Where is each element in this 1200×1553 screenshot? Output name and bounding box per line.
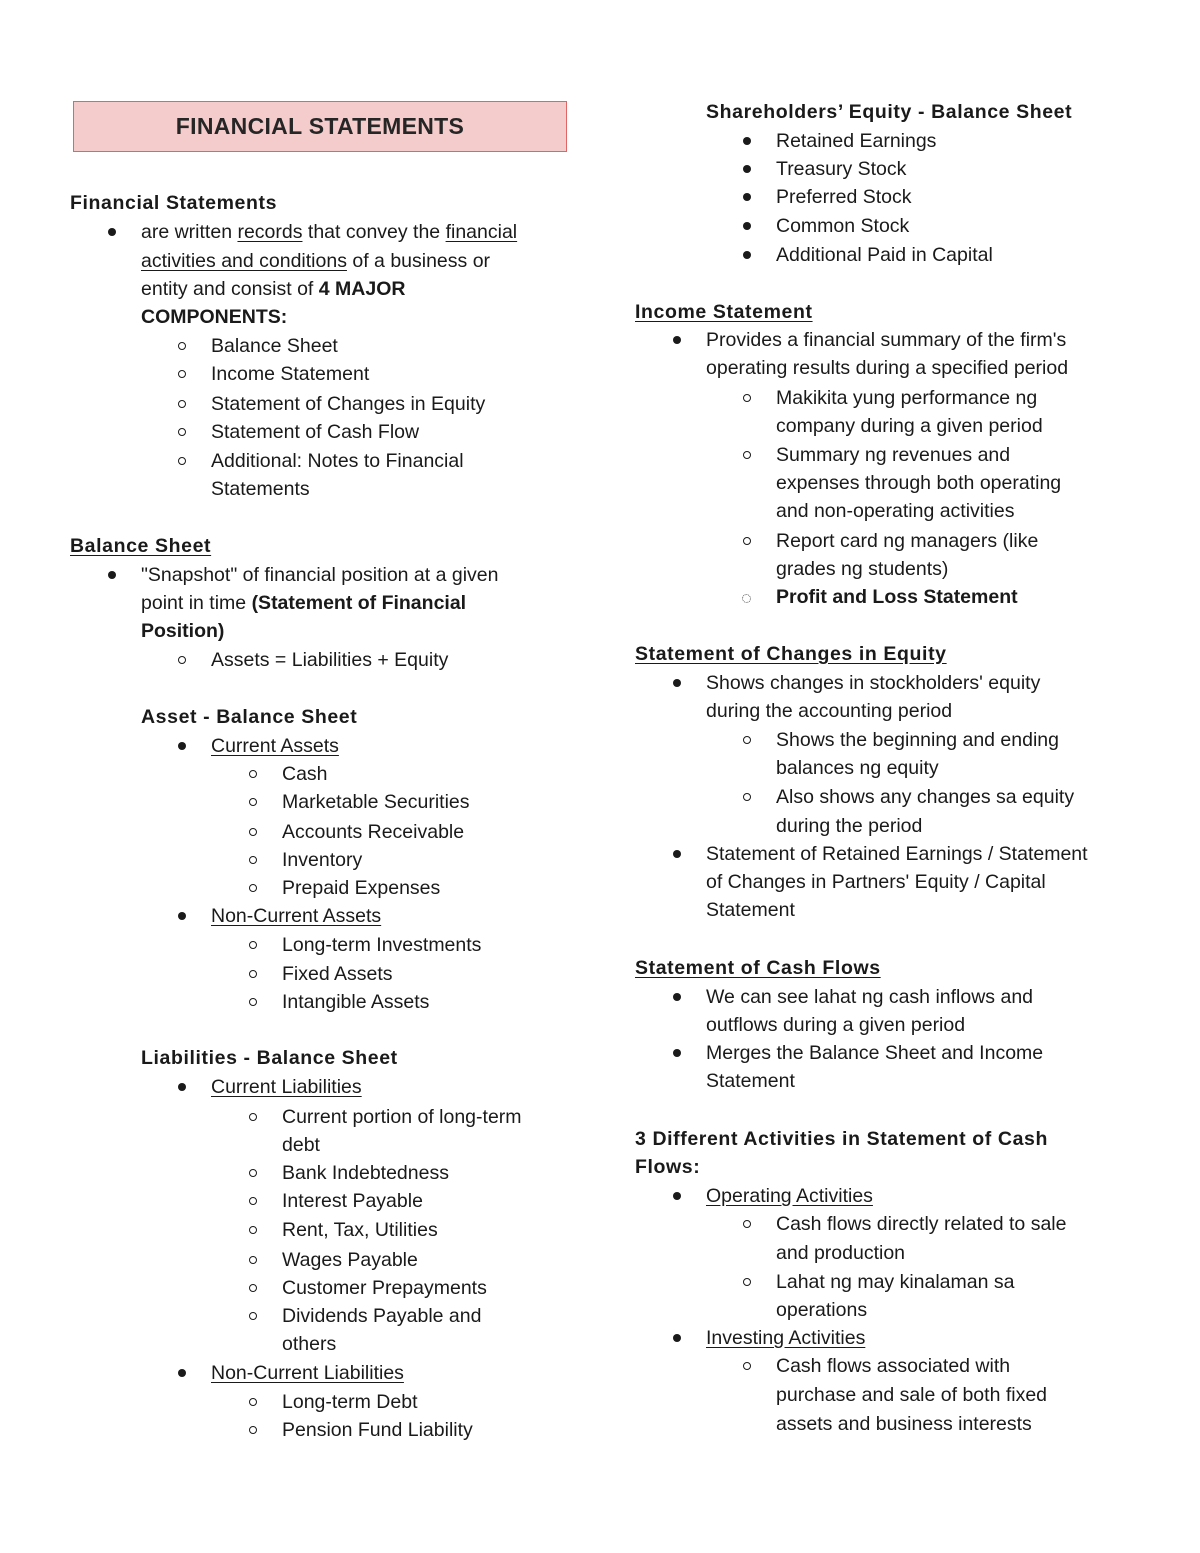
equity-item: Common Stock (776, 215, 910, 237)
income-line: operating results during a specified period (706, 357, 1069, 379)
asset-item: Inventory (282, 849, 363, 871)
circle-bullet-icon (249, 828, 257, 836)
component-item: Statement of Changes in Equity (211, 393, 486, 415)
equity-heading: Shareholders’ Equity - Balance Sheet (706, 101, 1073, 123)
circle-bullet-icon (178, 400, 186, 408)
fs-definition-line-4: COMPONENTS: (141, 306, 288, 328)
bullet-icon (743, 222, 751, 230)
bullet-icon (743, 251, 751, 259)
component-item: Statement of Cash Flow (211, 421, 420, 443)
document-title: FINANCIAL STATEMENTS (73, 101, 567, 152)
cash-flows-line: Merges the Balance Sheet and Income (706, 1042, 1044, 1064)
asset-item: Prepaid Expenses (282, 877, 441, 899)
operating-activities-label: Operating Activities (706, 1185, 873, 1207)
text-underlined: records (237, 221, 303, 243)
bullet-icon (178, 1369, 186, 1377)
equity-item: Treasury Stock (776, 158, 907, 180)
circle-bullet-icon (743, 394, 751, 402)
liability-item: Dividends Payable and (282, 1305, 482, 1327)
current-liabilities-label: Current Liabilities (211, 1076, 362, 1098)
liability-item: Current portion of long-term (282, 1106, 522, 1128)
fs-definition-line-2 (141, 247, 490, 275)
cash-flows-line: Statement (706, 1070, 795, 1092)
income-line: Provides a financial summary of the firm's (706, 329, 1067, 351)
noncurrent-assets-label: Non-Current Assets (211, 905, 382, 927)
text-underlined: activities and conditions (141, 250, 347, 272)
text: point in time (141, 592, 252, 614)
bullet-icon (673, 1192, 681, 1200)
circle-bullet-icon (249, 1398, 257, 1406)
current-assets-label: Current Assets (211, 735, 339, 757)
circle-bullet-icon (249, 970, 257, 978)
activities-heading-continued: Flows: (635, 1156, 701, 1178)
activities-heading: 3 Different Activities in Statement of Cash (635, 1128, 1048, 1150)
activity-sub-line: Cash flows directly related to sale (776, 1213, 1067, 1235)
changes-equity-line: Statement (706, 899, 795, 921)
liabilities-heading: Liabilities - Balance Sheet (141, 1047, 398, 1069)
balance-equation: Assets = Liabilities + Equity (211, 649, 449, 671)
income-sub-line-bold: Profit and Loss Statement (776, 586, 1018, 608)
bullet-icon (108, 228, 116, 236)
component-item: Balance Sheet (211, 335, 338, 357)
liability-item: Interest Payable (282, 1190, 423, 1212)
text-underlined: financial (445, 221, 518, 243)
bullet-icon (743, 165, 751, 173)
circle-bullet-icon (249, 770, 257, 778)
bullet-icon (178, 742, 186, 750)
circle-bullet-icon (743, 736, 751, 744)
circle-bullet-icon (249, 1256, 257, 1264)
bullet-icon (673, 1049, 681, 1057)
circle-bullet-icon (178, 370, 186, 378)
bullet-icon (178, 912, 186, 920)
dotted-circle-icon (742, 594, 751, 603)
activity-sub-line: assets and business interests (776, 1413, 1032, 1435)
activity-sub-line: Lahat ng may kinalaman sa (776, 1271, 1015, 1293)
changes-equity-sub-line: Shows the beginning and ending (776, 729, 1059, 751)
circle-bullet-icon (249, 884, 257, 892)
bullet-icon (673, 336, 681, 344)
circle-bullet-icon (743, 451, 751, 459)
text: of a business or (346, 250, 491, 272)
circle-bullet-icon (743, 1220, 751, 1228)
income-statement-heading: Income Statement (635, 301, 813, 323)
circle-bullet-icon (178, 457, 186, 465)
income-sub-line: Summary ng revenues and (776, 444, 1011, 466)
bullet-icon (108, 571, 116, 579)
activity-sub-line: and production (776, 1242, 906, 1264)
circle-bullet-icon (249, 798, 257, 806)
bullet-icon (743, 137, 751, 145)
liability-item-continued: others (282, 1333, 337, 1355)
changes-equity-sub-line: during the period (776, 815, 923, 837)
circle-bullet-icon (249, 1426, 257, 1434)
liability-item: Wages Payable (282, 1249, 418, 1271)
cash-flows-heading: Statement of Cash Flows (635, 957, 881, 979)
cash-flows-line: We can see lahat ng cash inflows and (706, 986, 1034, 1008)
noncurrent-liabilities-label: Non-Current Liabilities (211, 1362, 404, 1384)
changes-equity-line: of Changes in Partners' Equity / Capital (706, 871, 1046, 893)
changes-equity-line: Shows changes in stockholders' equity (706, 672, 1041, 694)
liability-item: Long-term Debt (282, 1391, 418, 1413)
fs-definition-line-1 (141, 218, 517, 246)
text-bold: (Statement of Financial (251, 592, 467, 614)
circle-bullet-icon (178, 428, 186, 436)
income-sub-line: and non-operating activities (776, 500, 1015, 522)
component-item: Income Statement (211, 363, 370, 385)
income-sub-line: Makikita yung performance ng (776, 387, 1038, 409)
liability-item: Rent, Tax, Utilities (282, 1219, 438, 1241)
equity-item: Retained Earnings (776, 130, 937, 152)
bullet-icon (673, 1334, 681, 1342)
changes-equity-sub-line: balances ng equity (776, 757, 939, 779)
text: entity and consist of (141, 278, 319, 300)
income-sub-line: grades ng students) (776, 558, 949, 580)
asset-item: Accounts Receivable (282, 821, 465, 843)
bullet-icon (743, 193, 751, 201)
liability-item: Bank Indebtedness (282, 1162, 449, 1184)
changes-equity-line: Statement of Retained Earnings / Statement (706, 843, 1088, 865)
bullet-icon (178, 1083, 186, 1091)
fs-definition-line-3 (141, 275, 405, 303)
asset-item: Intangible Assets (282, 991, 430, 1013)
text-bold: 4 MAJOR (318, 278, 406, 300)
circle-bullet-icon (743, 1362, 751, 1370)
balance-sheet-heading: Balance Sheet (70, 535, 212, 557)
cash-flows-line: outflows during a given period (706, 1014, 966, 1036)
circle-bullet-icon (743, 793, 751, 801)
balance-sheet-line-2 (141, 589, 466, 617)
circle-bullet-icon (178, 656, 186, 664)
text: are written (141, 221, 238, 243)
bullet-icon (673, 850, 681, 858)
circle-bullet-icon (249, 856, 257, 864)
bullet-icon (673, 679, 681, 687)
financial-statements-heading: Financial Statements (70, 192, 278, 214)
circle-bullet-icon (178, 342, 186, 350)
text: that convey the (302, 221, 446, 243)
circle-bullet-icon (249, 1312, 257, 1320)
income-sub-line: expenses through both operating (776, 472, 1062, 494)
circle-bullet-icon (743, 537, 751, 545)
activity-sub-line: operations (776, 1299, 868, 1321)
balance-sheet-line-1: "Snapshot" of financial position at a given (141, 564, 499, 586)
circle-bullet-icon (249, 1226, 257, 1234)
asset-item: Marketable Securities (282, 791, 470, 813)
activity-sub-line: Cash flows associated with (776, 1355, 1011, 1377)
component-item-continued: Statements (211, 478, 310, 500)
component-item: Additional: Notes to Financial (211, 450, 464, 472)
changes-equity-line: during the accounting period (706, 700, 953, 722)
income-sub-line: Report card ng managers (like (776, 530, 1039, 552)
circle-bullet-icon (249, 1169, 257, 1177)
circle-bullet-icon (249, 1113, 257, 1121)
liability-item: Customer Prepayments (282, 1277, 487, 1299)
balance-sheet-line-3: Position) (141, 620, 225, 642)
circle-bullet-icon (743, 1278, 751, 1286)
investing-activities-label: Investing Activities (706, 1327, 866, 1349)
circle-bullet-icon (249, 941, 257, 949)
liability-item-continued: debt (282, 1134, 320, 1156)
income-sub-line: company during a given period (776, 415, 1043, 437)
asset-heading: Asset - Balance Sheet (141, 706, 358, 728)
circle-bullet-icon (249, 1284, 257, 1292)
changes-equity-heading: Statement of Changes in Equity (635, 643, 947, 665)
activity-sub-line: purchase and sale of both fixed (776, 1384, 1048, 1406)
asset-item: Long-term Investments (282, 934, 482, 956)
asset-item: Cash (282, 763, 328, 785)
circle-bullet-icon (249, 1197, 257, 1205)
circle-bullet-icon (249, 998, 257, 1006)
bullet-icon (673, 993, 681, 1001)
equity-item: Additional Paid in Capital (776, 244, 993, 266)
equity-item: Preferred Stock (776, 186, 912, 208)
liability-item: Pension Fund Liability (282, 1419, 473, 1441)
changes-equity-sub-line: Also shows any changes sa equity (776, 786, 1075, 808)
asset-item: Fixed Assets (282, 963, 393, 985)
